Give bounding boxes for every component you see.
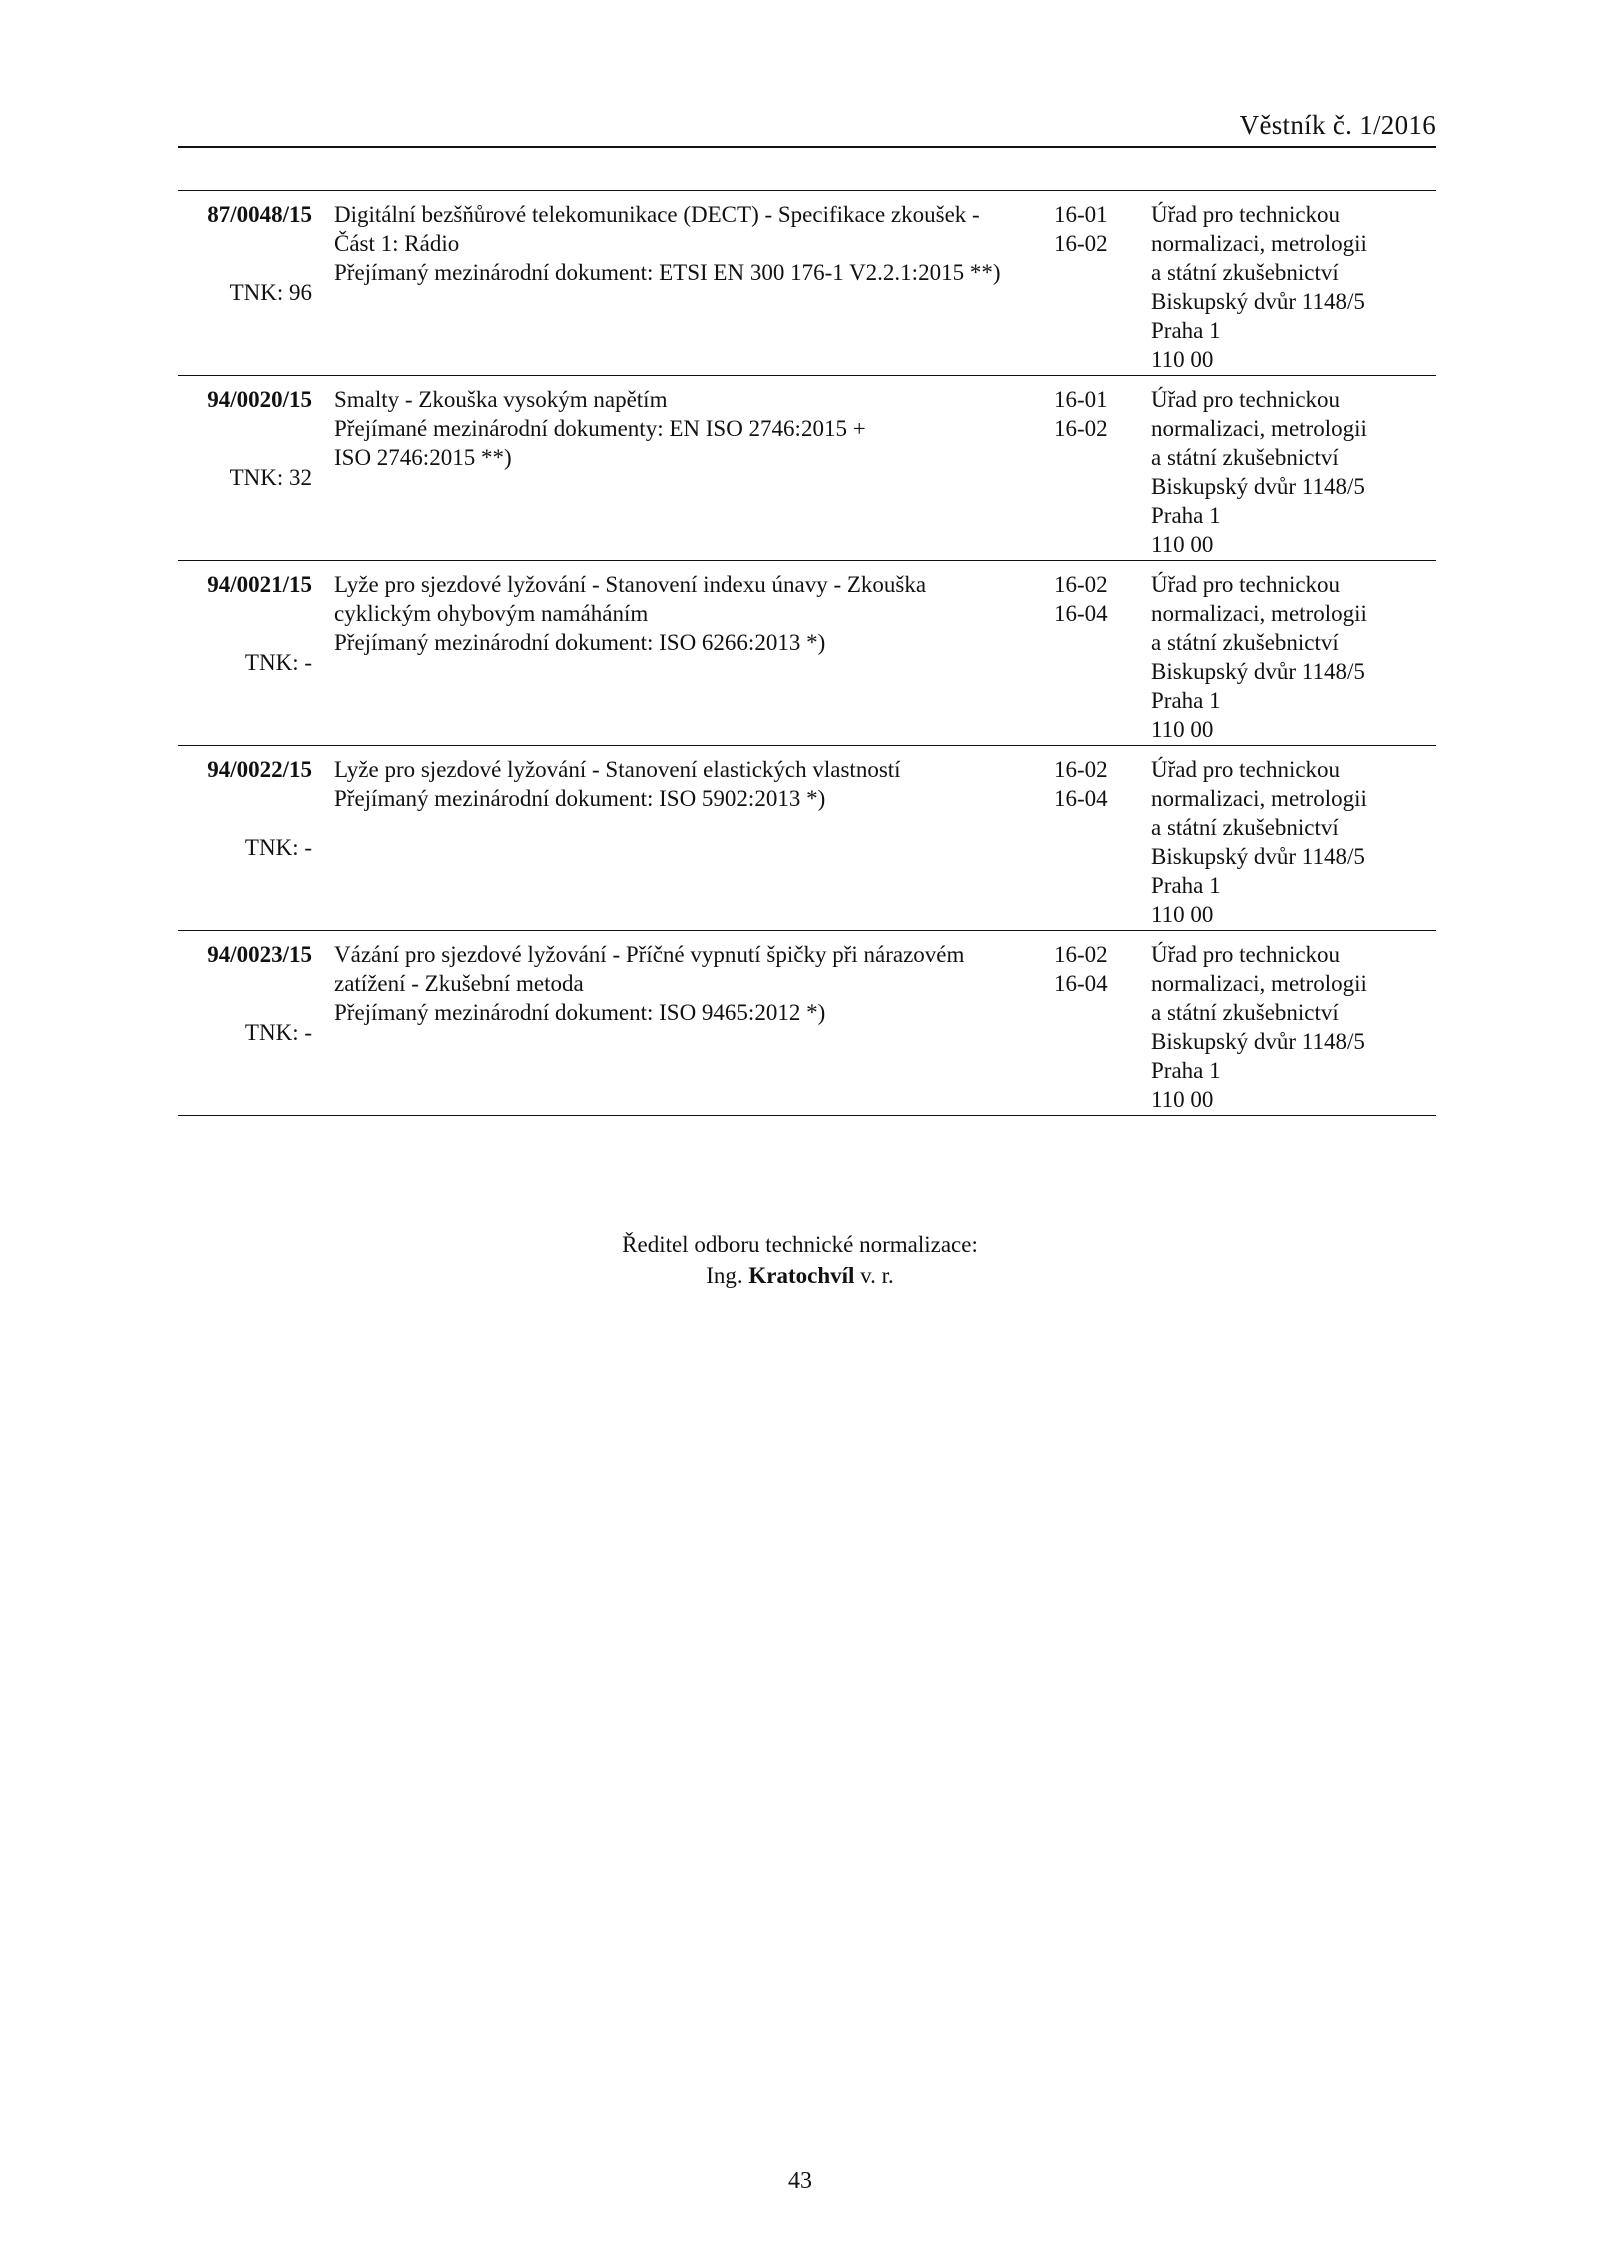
standard-id: 94/0023/15: [207, 942, 312, 967]
address-line: a státní zkušebnictví: [1151, 815, 1339, 840]
description-line: Lyže pro sjezdové lyžování - Stanovení elastických vlastností: [334, 757, 901, 782]
address-line: normalizaci, metrologii: [1151, 971, 1367, 996]
classification-code: 16-04: [1054, 971, 1108, 996]
classification-code: 16-02: [1054, 572, 1108, 597]
standard-id: 87/0048/15: [207, 202, 312, 227]
address-line: 110 00: [1151, 532, 1214, 557]
address-cell: [1151, 570, 1436, 744]
table-row: [178, 931, 1436, 1116]
classification-code: 16-04: [1054, 601, 1108, 626]
address-line: 110 00: [1151, 347, 1214, 372]
bulletin-title: Věstník č. 1/2016: [1239, 110, 1436, 140]
address-line: normalizaci, metrologii: [1151, 601, 1367, 626]
tnk-label: TNK: -: [244, 835, 312, 860]
address-cell: [1151, 755, 1436, 929]
standard-id: 94/0021/15: [207, 572, 312, 597]
description-cell: [334, 200, 1001, 287]
header-divider: [178, 146, 1436, 148]
classification-code: 16-04: [1054, 786, 1108, 811]
standard-id: 94/0020/15: [207, 387, 312, 412]
signature-block: [0, 1229, 1600, 1291]
table-row: [178, 561, 1436, 746]
tnk-label: TNK: -: [244, 650, 312, 675]
description-cell: [334, 755, 914, 813]
address-cell: [1151, 385, 1436, 559]
description-line: Smalty - Zkouška vysokým napětím: [334, 387, 668, 412]
standard-number-cell: [178, 200, 312, 307]
tnk-label: TNK: 32: [229, 465, 312, 490]
description-cell: [334, 940, 965, 1027]
classification-codes-cell: [1054, 755, 1114, 813]
address-line: Praha 1: [1151, 318, 1221, 343]
address-line: a státní zkušebnictví: [1151, 445, 1339, 470]
standard-number-cell: [178, 385, 312, 492]
signature-name: Kratochvíl: [748, 1263, 855, 1288]
address-line: normalizaci, metrologii: [1151, 416, 1367, 441]
address-line: 110 00: [1151, 1087, 1214, 1112]
standards-table: [178, 190, 1436, 1116]
description-line: zatížení - Zkušební metoda: [334, 971, 584, 996]
address-line: a státní zkušebnictví: [1151, 630, 1339, 655]
description-line: Přejímané mezinárodní dokumenty: EN ISO 2746:2015 +: [334, 416, 866, 441]
address-line: Biskupský dvůr 1148/5: [1151, 289, 1365, 314]
address-line: Úřad pro technickou: [1151, 942, 1341, 967]
address-line: Praha 1: [1151, 503, 1221, 528]
address-cell: [1151, 200, 1436, 374]
standard-number-cell: [178, 570, 312, 677]
address-line: Úřad pro technickou: [1151, 202, 1341, 227]
classification-code: 16-01: [1054, 387, 1108, 412]
description-line: ISO 2746:2015 **): [334, 445, 512, 470]
address-line: Praha 1: [1151, 688, 1221, 713]
description-line: Lyže pro sjezdové lyžování - Stanovení indexu únavy - Zkouška: [334, 572, 927, 597]
table-row: [178, 376, 1436, 561]
signature-name-line: [0, 1260, 1600, 1291]
description-line: Vázání pro sjezdové lyžování - Příčné vypnutí špičky při nárazovém: [334, 942, 965, 967]
address-line: 110 00: [1151, 717, 1214, 742]
classification-codes-cell: [1054, 200, 1114, 258]
address-line: a státní zkušebnictví: [1151, 1000, 1339, 1025]
address-line: Praha 1: [1151, 873, 1221, 898]
table-row: [178, 191, 1436, 376]
description-line: Přejímaný mezinárodní dokument: ETSI EN 300 176-1 V2.2.1:2015 **): [334, 260, 1001, 285]
address-line: 110 00: [1151, 902, 1214, 927]
classification-codes-cell: [1054, 570, 1114, 628]
signature-prefix: Ing.: [706, 1263, 743, 1288]
description-line: Přejímaný mezinárodní dokument: ISO 5902:2013 *): [334, 786, 826, 811]
description-line: Část 1: Rádio: [334, 231, 460, 256]
address-line: Biskupský dvůr 1148/5: [1151, 659, 1365, 684]
tnk-label: TNK: -: [244, 1020, 312, 1045]
classification-code: 16-01: [1054, 202, 1108, 227]
description-cell: [334, 570, 927, 657]
address-line: Úřad pro technickou: [1151, 757, 1341, 782]
signature-title: Ředitel odboru technické normalizace:: [622, 1232, 978, 1257]
page-number: 43: [788, 2168, 812, 2194]
description-cell: [334, 385, 914, 472]
address-line: normalizaci, metrologii: [1151, 231, 1367, 256]
address-line: Biskupský dvůr 1148/5: [1151, 474, 1365, 499]
address-line: Biskupský dvůr 1148/5: [1151, 844, 1365, 869]
description-line: Přejímaný mezinárodní dokument: ISO 6266:2013 *): [334, 630, 826, 655]
classification-code: 16-02: [1054, 231, 1108, 256]
address-line: Praha 1: [1151, 1058, 1221, 1083]
description-line: Digitální bezšňůrové telekomunikace (DECT) - Specifikace zkoušek -: [334, 202, 980, 227]
table-row: [178, 746, 1436, 931]
address-cell: [1151, 940, 1436, 1114]
address-line: Úřad pro technickou: [1151, 572, 1341, 597]
classification-codes-cell: [1054, 385, 1114, 443]
standard-number-cell: [178, 755, 312, 862]
classification-code: 16-02: [1054, 757, 1108, 782]
classification-codes-cell: [1054, 940, 1114, 998]
standard-id: 94/0022/15: [207, 757, 312, 782]
address-line: Biskupský dvůr 1148/5: [1151, 1029, 1365, 1054]
tnk-label: TNK: 96: [229, 280, 312, 305]
address-line: Úřad pro technickou: [1151, 387, 1341, 412]
address-line: normalizaci, metrologii: [1151, 786, 1367, 811]
classification-code: 16-02: [1054, 942, 1108, 967]
description-line: Přejímaný mezinárodní dokument: ISO 9465:2012 *): [334, 1000, 826, 1025]
classification-code: 16-02: [1054, 416, 1108, 441]
standard-number-cell: [178, 940, 312, 1047]
description-line: cyklickým ohybovým namáháním: [334, 601, 649, 626]
address-line: a státní zkušebnictví: [1151, 260, 1339, 285]
signature-suffix: v. r.: [860, 1263, 894, 1288]
